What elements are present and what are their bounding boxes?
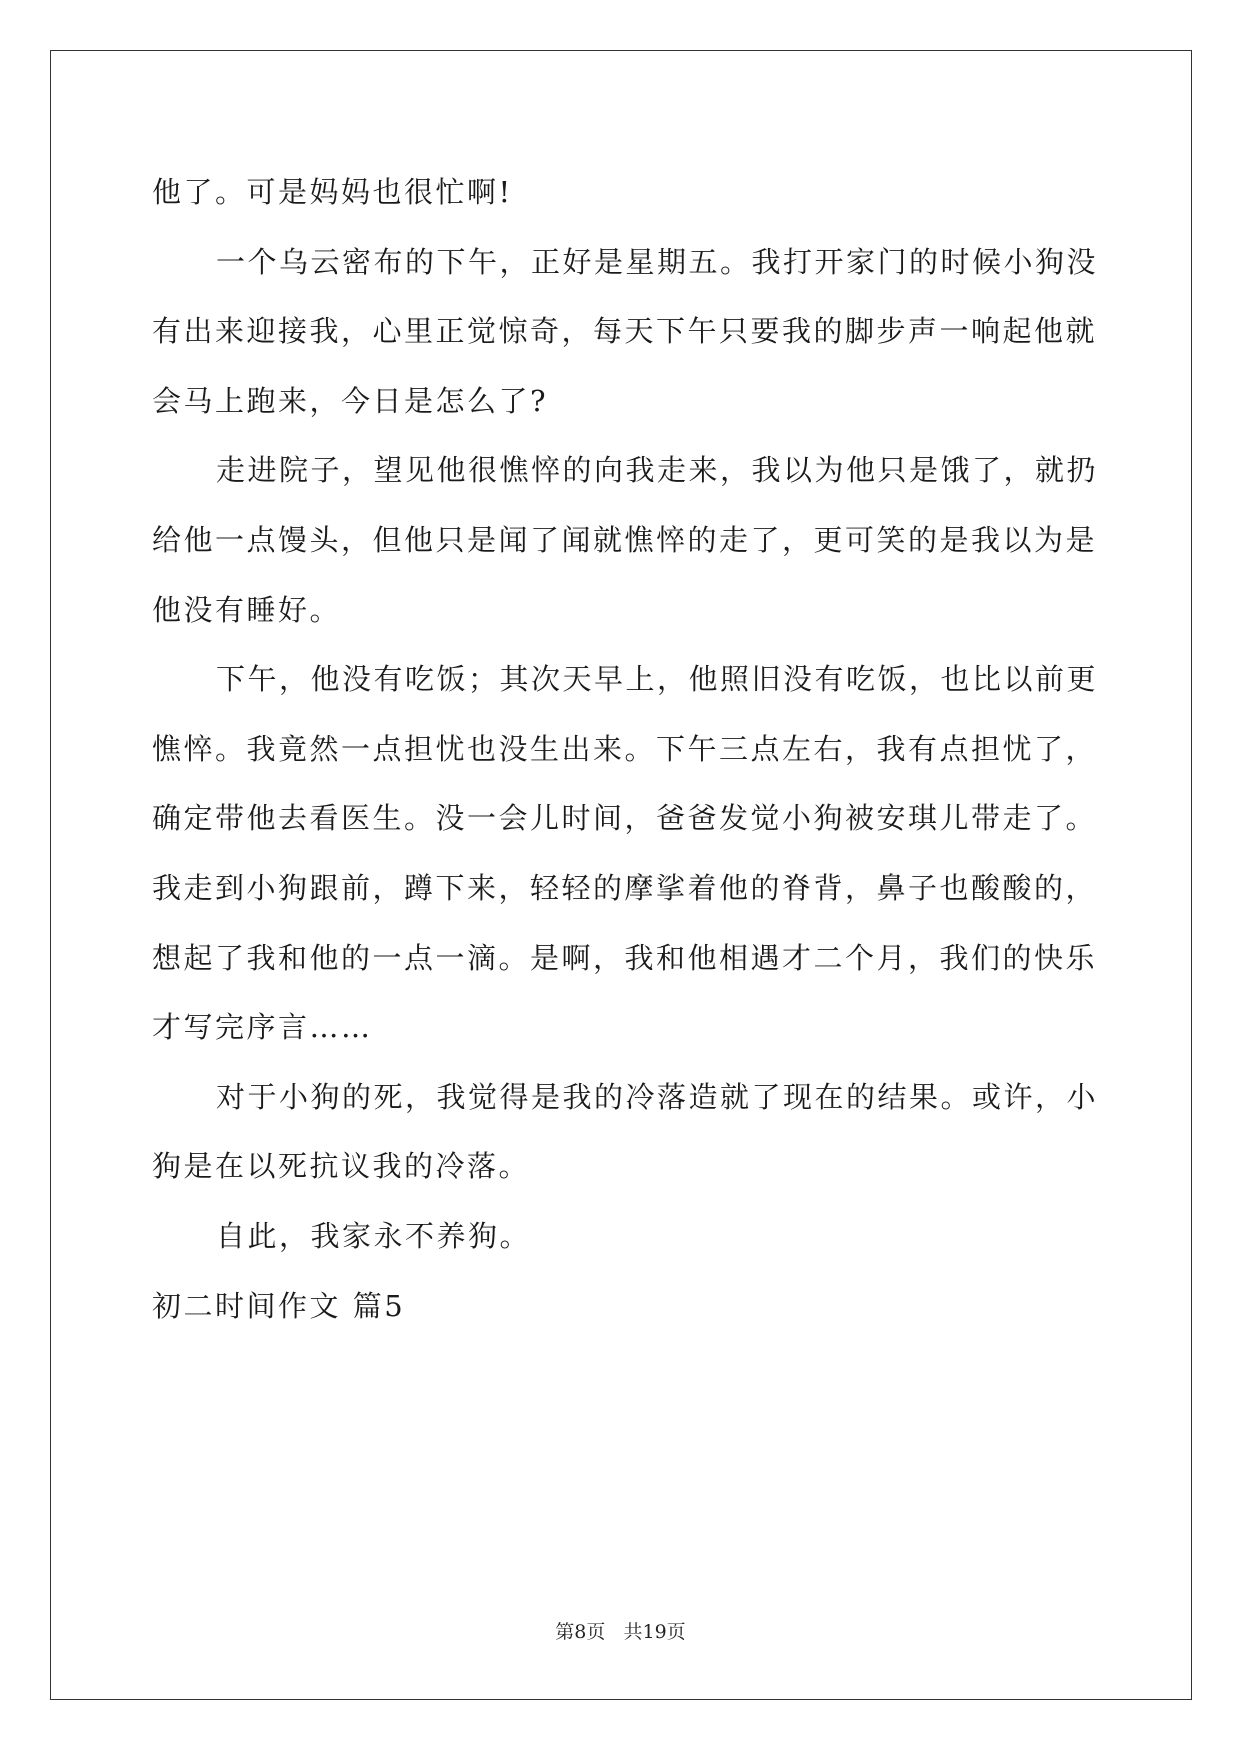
text-line: 有出来迎接我，心里正觉惊奇，每天下午只要我的脚步声一响起他就 bbox=[152, 314, 1098, 349]
text-line: 一个乌云密布的下午，正好是星期五。我打开家门的时候小狗没 bbox=[216, 244, 1099, 279]
text-line: 自此，我家永不养狗。 bbox=[216, 1218, 532, 1253]
text-line: 确定带他去看医生。没一会儿时间，爸爸发觉小狗被安琪儿带走了。 bbox=[152, 801, 1098, 836]
page-number: 第8页 共19页 bbox=[555, 1621, 686, 1643]
text-line: 下午，他没有吃饭；其次天早上，他照旧没有吃饭，也比以前更 bbox=[216, 662, 1099, 697]
text-line: 对于小狗的死，我觉得是我的冷落造就了现在的结果。或许，小 bbox=[216, 1079, 1099, 1114]
text-line: 憔悴。我竟然一点担忧也没生出来。下午三点左右，我有点担忧了， bbox=[152, 731, 1098, 766]
text-line: 他了。可是妈妈也很忙啊! bbox=[152, 175, 513, 209]
text-line: 想起了我和他的一点一滴。是啊，我和他相遇才二个月，我们的快乐 bbox=[152, 940, 1098, 975]
text-line: 给他一点馒头，但他只是闻了闻就憔悴的走了，更可笑的是我以为是 bbox=[152, 522, 1098, 557]
section-heading: 初二时间作文 篇5 bbox=[152, 1288, 406, 1323]
text-line: 我走到小狗跟前，蹲下来，轻轻的摩挲着他的脊背，鼻子也酸酸的， bbox=[152, 870, 1098, 905]
text-line: 才写完序言…… bbox=[152, 1010, 373, 1045]
document-body bbox=[152, 158, 1099, 1341]
text-line: 走进院子，望见他很憔悴的向我走来，我以为他只是饿了，就扔 bbox=[216, 453, 1099, 488]
text-line: 他没有睡好。 bbox=[152, 592, 342, 627]
text-line: 狗是在以死抗议我的冷落。 bbox=[152, 1149, 531, 1184]
text-line: 会马上跑来，今日是怎么了? bbox=[152, 383, 549, 418]
